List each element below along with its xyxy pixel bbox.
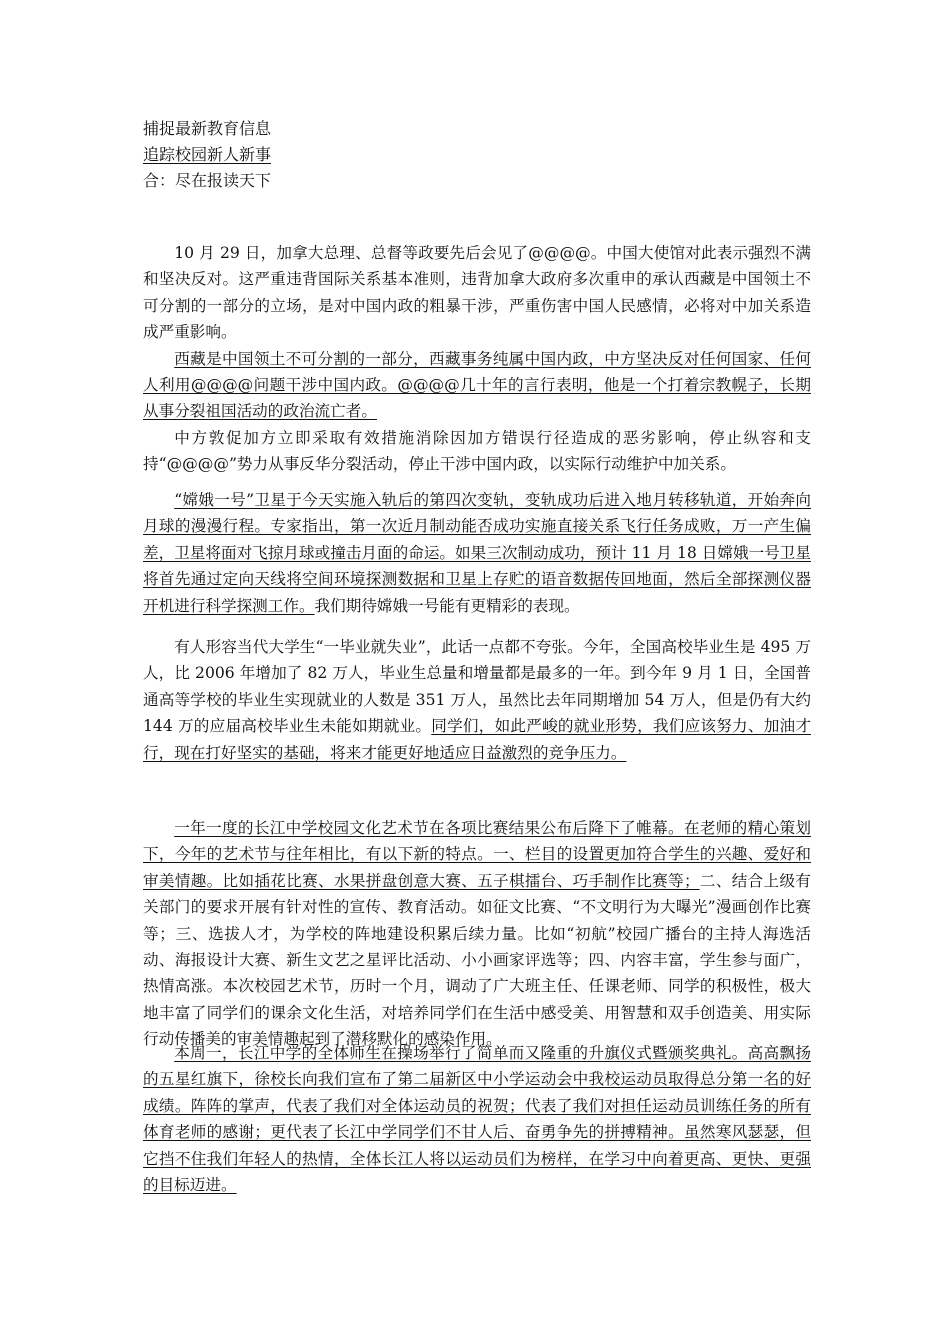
underlined-text: “嫦娥一号”卫星于今天实施入轨后的第四次变轨，变轨成功后进入地月转移轨道，开始奔向月球的漫漫行程。专家指出，第一次近月制动能否成功实施直接关系飞行任务成败，万一产生偏差，卫星将面对飞掠月球或撞击月面的命运。如果三次制动成功，预计 11 月 18 日嫦娥一号卫星将首先通过定向天线将空间环境探测数据和卫星上存贮的语音数据传回地面，然后全部探测仪器开机进行科学探测工作。	[143, 491, 811, 615]
article-tibet	[143, 240, 811, 478]
header-line-1: 捕捉最新教育信息	[143, 119, 272, 138]
text: 我们期待嫦娥一号能有更精彩的表现。	[314, 596, 580, 615]
article-flag-ceremony	[143, 1040, 811, 1198]
paragraph	[143, 815, 811, 1053]
article-art-festival	[143, 815, 811, 1053]
text: 中方敦促加方立即采取有效措施消除因加方错误行径造成的恶劣影响，停止纵容和支持“@@@@”势力从事反华分裂活动，停止干涉中国内政，以实际行动维护中加关系。	[143, 428, 811, 474]
header-line-3: 合：尽在报读天下	[143, 171, 272, 190]
article-graduates	[143, 634, 811, 766]
paragraph	[143, 346, 811, 425]
paragraph	[143, 487, 811, 619]
paragraph	[143, 634, 811, 766]
article-change1	[143, 487, 811, 619]
underlined-text: 西藏是中国领土不可分割的一部分，西藏事务纯属中国内政，中方坚决反对任何国家、任何人利用@@@@问题干涉中国内政。@@@@几十年的言行表明，他是一个打着宗教幌子，长期从事分裂祖国活动的政治流亡者。	[143, 349, 811, 421]
paragraph	[143, 425, 811, 478]
underlined-text: 同学们，如此严峻的就业形势，我们应该努力、加油才行，现在打好坚实的基础，将来才能更好地适应日益激烈的竞争压力。	[143, 717, 811, 762]
paragraph	[143, 1040, 811, 1198]
text: 10 月 29 日，加拿大总理、总督等政要先后会见了@@@@。中国大使馆对此表示强烈不满和坚决反对。这严重违背国际关系基本准则，违背加拿大政府多次重申的承认西藏是中国领土不可分割的一部分的立场，是对中国内政的粗暴干涉，严重伤害中国人民感情，必将对中加关系造成严重影响。	[143, 244, 811, 342]
paragraph	[143, 240, 811, 346]
underlined-text: 本周一，长江中学的全体师生在操场举行了简单而又隆重的升旗仪式暨颁奖典礼。高高飘扬的五星红旗下，徐校长向我们宣布了第二届新区中小学运动会中我校运动员取得总分第一名的好成绩。阵阵的掌声，代表了我们对全体运动员的祝贺；代表了我们对担任运动员训练任务的所有体育老师的感谢；更代表了长江中学同学们不甘人后、奋勇争先的拼搏精神。虽然寒风瑟瑟，但它挡不住我们年轻人的热情，全体长江人将以运动员们为榜样，在学习中向着更高、更快、更强的目标迈进。	[143, 1044, 811, 1195]
header-line-2: 追踪校园新人新事	[143, 145, 272, 164]
text: 有人形容当代大学生“一毕业就失业”，此话一点都不夸张。今年，全国高校毕业生是 495 万人，比 2006 年增加了 82 万人，毕业生总量和增量都是最多的一年。到今年 9 月 1 日，全国普通高等学校的毕业生实现就业的人数是 351 万人，虽然比去年同期增加 54 万人，但是仍有大约 144 万的应届高校毕业生未能如期就业。	[143, 638, 811, 736]
header-block	[143, 116, 271, 194]
underlined-text: 一年一度的长江中学校园文化艺术节在各项比赛结果公布后降下了帷幕。在老师的精心策划下，今年的艺术节与往年相比，有以下新的特点。一、栏目的设置更加符合学生的兴趣、爱好和审美情趣。比如插花比赛、水果拼盘创意大赛、五子棋擂台、巧手制作比赛等；	[143, 819, 811, 890]
text: 二、结合上级有关部门的要求开展有针对性的宣传、教育活动。如征文比赛、“不文明行为大曝光”漫画创作比赛等；三、选拔人才，为学校的阵地建设积累后续力量。比如“初航”校园广播台的主持人海选活动、海报设计大赛、新生文艺之星评比活动、小小画家评选等；四、内容丰富，学生参与面广，热情高涨。本次校园艺术节，历时一个月，调动了广大班主任、任课老师、同学的积极性，极大地丰富了同学们的课余文化生活，对培养同学们在生活中感受美、用智慧和双手创造美、用实际行动传播美的审美情趣起到了潜移默化的感染作用。	[143, 871, 811, 1049]
